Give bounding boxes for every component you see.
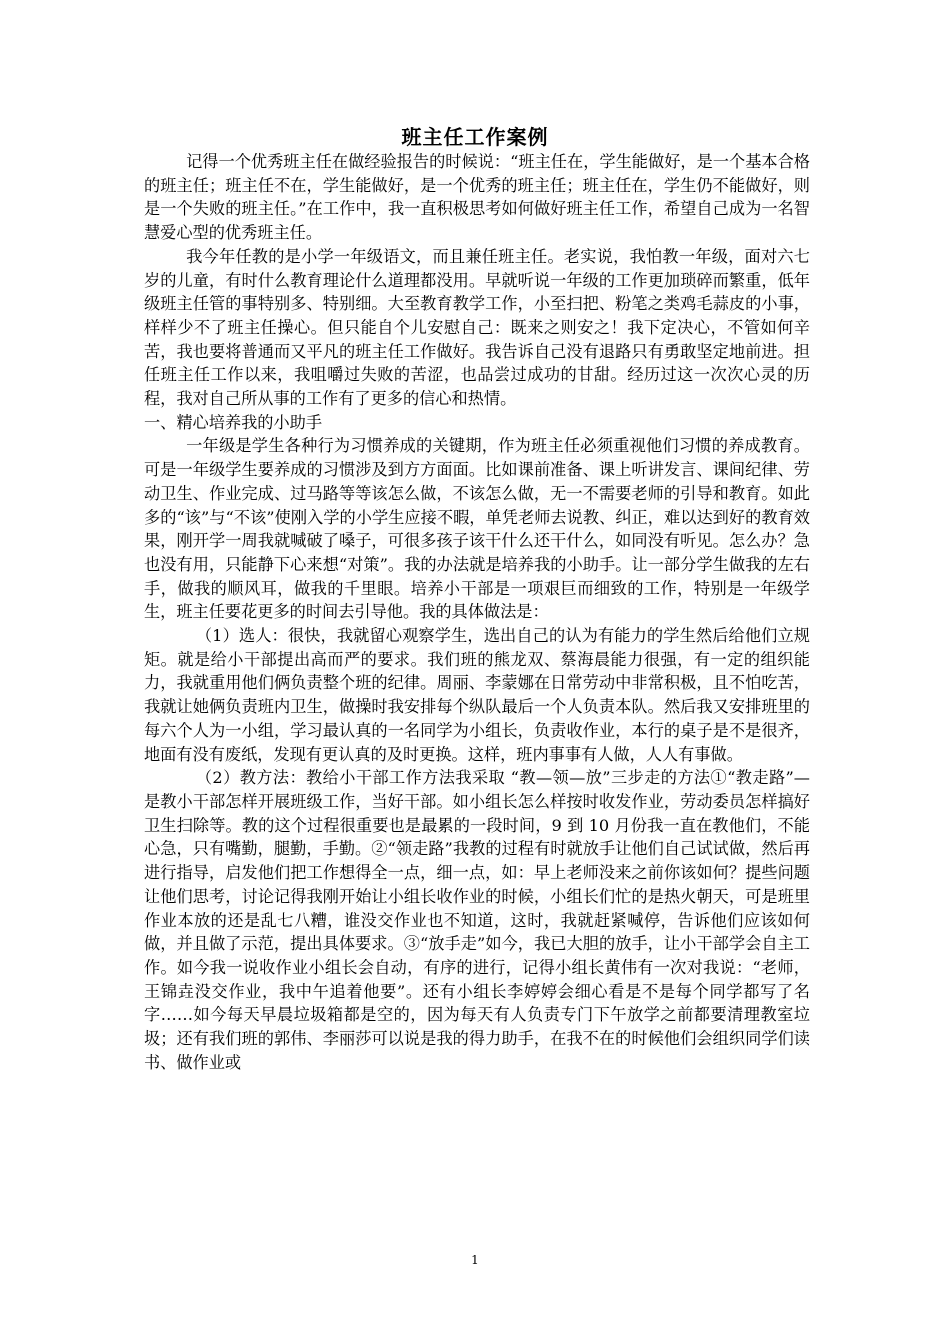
section-heading: 一、精心培养我的小助手 [144, 412, 323, 432]
paragraph-background: 我今年任教的是小学一年级语文，而且兼任班主任。老实说，我怕教一年级，面对六七岁的儿童，有时什么教育理论什么道理都没用。早就听说一年级的工作更加琐碎而繁重，低年级班主任管的事特别多、特别细。大至教育教学工作，小至扫把、粉笔之类鸡毛蒜皮的小事，样样少不了班主任操心。但只能自个儿安慰自己：既来之则安之！我下定决心，不管如何辛苦，我也要将普通而又平凡的班主任工作做好。我告诉自己没有退路只有勇敢坚定地前进。担任班主任工作以来，我咀嚼过失败的苦涩，也品尝过成功的甘甜。经历过这一次次心灵的历程，我对自己所从事的工作有了更多的信心和热情。 [144, 246, 810, 409]
paragraph-habits: 一年级是学生各种行为习惯养成的关键期，作为班主任必须重视他们习惯的养成教育。可是一年级学生要养成的习惯涉及到方方面面。比如课前准备、课上听讲发言、课间纪律、劳动卫生、作业完成、过马路等等该怎么做，不该怎么做，无一不需要老师的引导和教育。如此多的“该”与“不该”使刚入学的小学生应接不暇，单凭老师去说教、纠正，难以达到好的教育效果，刚开学一周我就喊破了嗓子，可很多孩子该干什么还干什么，如同没有听见。怎么办？急也没有用，只能静下心来想“对策”。我的办法就是培养我的小助手。让一部分学生做我的左右手，做我的顺风耳，做我的千里眼。培养小干部是一项艰巨而细致的工作，特别是一年级学生，班主任要花更多的时间去引导他。我的具体做法是： [144, 436, 810, 622]
paragraph-teach-methods: （2）教方法：教给小干部工作方法我采取 “教—领—放”三步走的方法①“教走路”—是教小干部怎样开展班级工作，当好干部。如小组长怎么样按时收发作业，劳动委员怎样搞好卫生扫除等。教的这个过程很重要也是最累的一段时间，9 到 10 月份我一直在教他们，不能心急，只有嘴勤，腿勤，手勤。②“领走路”我教的过程有时就放手让他们自己试试做，然后再进行指导，启发他们把工作想得全一点，细一点，如：早上老师没来之前你该如何？提些问题让他们思考，讨论记得我刚开始让小组长收作业的时候，小组长们忙的是热火朝天，可是班里作业本放的还是乱七八糟，谁没交作业也不知道，这时，我就赶紧喊停，告诉他们应该如何做，并且做了示范，提出具体要求。③“放手走”如今，我已大胆的放手，让小干部学会自主工作。如今我一说收作业小组长会自动，有序的进行，记得小组长黄伟有一次对我说：“老师，王锦垚没交作业，我中午追着他要”。还有小组长李婷婷会细心看是不是每个同学都写了名字……如今每天早晨垃圾箱都是空的，因为每天有人负责专门下午放学之前都要清理教室垃圾；还有我们班的郭伟、李丽莎可以说是我的得力助手，在我不在的时候他们会组织同学们读书、做作业或 [144, 768, 810, 1072]
document-body [144, 150, 810, 1074]
document-title: 班主任工作案例 [401, 125, 549, 149]
paragraph-intro: 记得一个优秀班主任在做经验报告的时候说：“班主任在，学生能做好，是一个基本合格的班主任；班主任不在，学生能做好，是一个优秀的班主任；班主任在，学生仍不能做好，则是一个失败的班主任。”在工作中，我一直积极思考如何做好班主任工作，希望自己成为一名智慧爱心型的优秀班主任。 [144, 152, 810, 243]
paragraph-select-people: （1）选人：很快，我就留心观察学生，选出自己的认为有能力的学生然后给他们立规矩。就是给小干部提出高而严的要求。我们班的熊龙双、蔡海晨能力很强，有一定的组织能力，我就重用他们俩负责整个班的纪律。周丽、李蒙娜在日常劳动中非常积极，且不怕吃苦，我就让她俩负责班内卫生，做操时我安排每个纵队最后一个人负责本队。然后我又安排班里的每六个人为一小组，学习最认真的一名同学为小组长，负责收作业，本行的桌子是不是很齐，地面有没有废纸，发现有更认真的及时更换。这样，班内事事有人做，人人有事做。 [144, 626, 810, 764]
page-number: 1 [471, 1253, 479, 1267]
